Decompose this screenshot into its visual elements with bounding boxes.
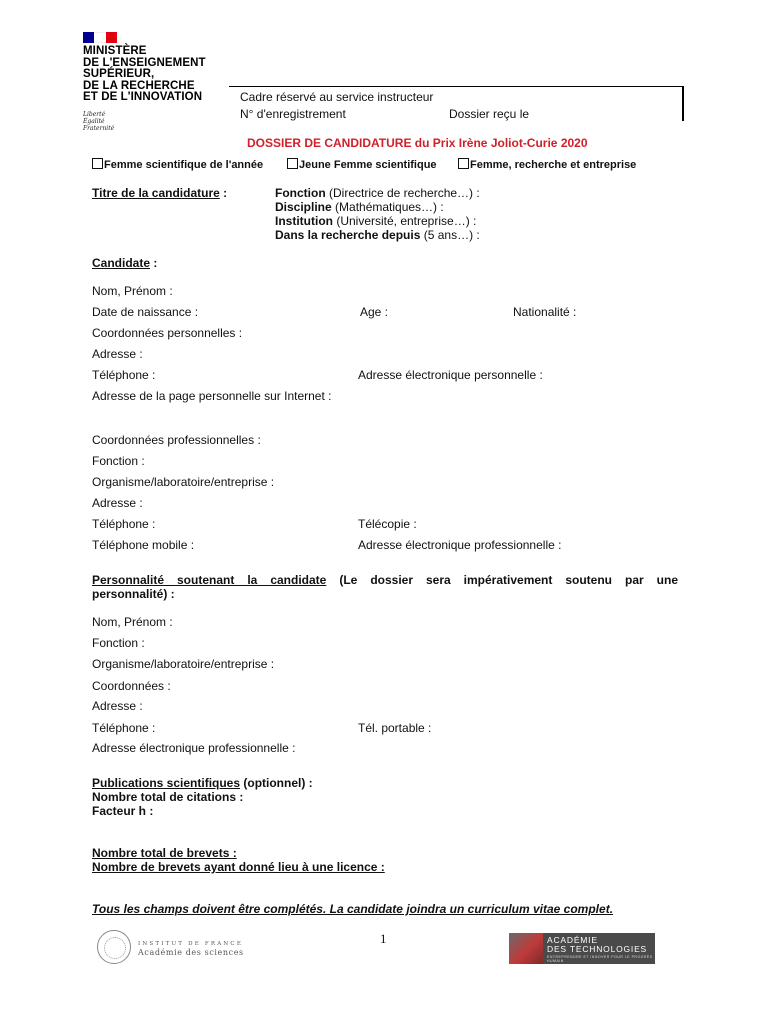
field-nationalite[interactable]: Nationalité : [513, 305, 577, 319]
field-recherche-depuis[interactable] [275, 228, 480, 242]
field-pers-telephone[interactable]: Téléphone : [92, 721, 156, 735]
field-pers-nom[interactable]: Nom, Prénom : [92, 615, 173, 629]
checkbox-icon[interactable] [287, 158, 298, 169]
flag-blue [83, 32, 94, 43]
adt-tagline: ENTREPRENDRE ET INNOVER POUR LE PROGRÈS HUMAIN [547, 955, 653, 963]
field-fonction-pro[interactable]: Fonction : [92, 454, 145, 468]
category-label: Femme scientifique de l'année [104, 159, 264, 171]
heading-colon: : [150, 256, 158, 270]
personnalite-label: Personnalité soutenant la candidate [92, 573, 327, 587]
ministry-line: SUPÉRIEUR, [83, 68, 155, 80]
ministry-line: MINISTÈRE [83, 45, 147, 57]
ministry-line: DE LA RECHERCHE [83, 79, 195, 92]
coord-perso-label: Coordonnées personnelles : [92, 326, 243, 340]
motto-line: Liberté [83, 111, 106, 118]
academie-technologies-logo [509, 933, 655, 964]
field-hint: (Université, entreprise…) : [332, 214, 477, 228]
adt-title [547, 936, 647, 954]
titre-candidature-heading [92, 186, 227, 200]
field-label: Dans la recherche depuis [275, 228, 421, 242]
field-email-pro[interactable]: Adresse électronique professionnelle : [358, 538, 562, 552]
ministry-line: ET DE L'INNOVATION [83, 91, 203, 103]
document-title: DOSSIER DE CANDIDATURE du Prix Irène Joliot-Curie 2020 [247, 136, 588, 150]
field-pers-fonction[interactable]: Fonction : [92, 636, 145, 650]
candidate-label: Candidate [92, 256, 151, 270]
field-fonction[interactable] [275, 186, 480, 200]
field-date-naissance[interactable]: Date de naissance : [92, 305, 199, 319]
field-adresse[interactable]: Adresse : [92, 347, 143, 361]
field-mobile[interactable]: Téléphone mobile : [92, 538, 195, 552]
institut-de-france-logo [138, 941, 244, 957]
institut-seal-icon [97, 930, 131, 964]
category-option[interactable] [287, 158, 437, 171]
institut-line: INSTITUT DE FRANCE [138, 941, 244, 947]
ministry-name [83, 46, 206, 104]
coord-pro-label: Coordonnées professionnelles : [92, 433, 261, 447]
field-adresse-pro[interactable]: Adresse : [92, 496, 143, 510]
field-telephone-pro[interactable]: Téléphone : [92, 517, 156, 531]
heading-colon: : [219, 186, 228, 200]
field-label: Discipline [275, 200, 332, 214]
handshake-icon [509, 933, 543, 964]
flag-white [94, 32, 105, 43]
flag-red [106, 32, 117, 43]
field-nom-prenom[interactable]: Nom, Prénom : [92, 284, 173, 298]
field-email-perso[interactable]: Adresse électronique personnelle : [358, 368, 543, 382]
field-page-perso[interactable]: Adresse de la page personnelle sur Internet : [92, 389, 332, 403]
field-brevets-total[interactable]: Nombre total de brevets : [92, 846, 237, 860]
motto-line: Fraternité [83, 125, 115, 132]
institut-line: Académie des sciences [138, 948, 244, 957]
registration-number-label: N° d'enregistrement [240, 107, 346, 121]
field-label: Fonction [275, 186, 326, 200]
personnalite-heading [92, 573, 678, 587]
field-label: Institution [275, 214, 333, 228]
personnalite-note: (Le dossier sera impérativement soutenu par une [326, 573, 678, 587]
field-hint: (Directrice de recherche…) : [325, 186, 480, 200]
adt-line: ACADÉMIE [547, 935, 598, 945]
french-flag-logo [83, 32, 117, 43]
titre-candidature-label: Titre de la candidature [92, 186, 220, 200]
field-pers-adresse[interactable]: Adresse : [92, 699, 143, 713]
field-discipline[interactable] [275, 200, 444, 214]
reserved-label: Cadre réservé au service instructeur [240, 90, 434, 104]
field-telephone[interactable]: Téléphone : [92, 368, 156, 382]
republic-motto [83, 111, 114, 132]
page-number: 1 [380, 931, 387, 946]
field-organisme[interactable]: Organisme/laboratoire/entreprise : [92, 475, 275, 489]
field-age[interactable]: Age : [360, 305, 389, 319]
category-option[interactable] [458, 158, 636, 171]
field-hint: (5 ans…) : [420, 228, 480, 242]
field-pers-email[interactable]: Adresse électronique professionnelle : [92, 741, 296, 755]
field-telecopie[interactable]: Télécopie : [358, 517, 417, 531]
checkbox-icon[interactable] [92, 158, 103, 169]
field-facteur-h[interactable]: Facteur h : [92, 804, 154, 818]
category-label: Jeune Femme scientifique [299, 159, 437, 171]
field-hint: (Mathématiques…) : [331, 200, 444, 214]
field-institution[interactable] [275, 214, 476, 228]
publications-label: Publications scientifiques [92, 776, 241, 790]
category-option[interactable] [92, 158, 263, 171]
field-citations[interactable]: Nombre total de citations : [92, 790, 244, 804]
field-pers-coordonnees[interactable]: Coordonnées : [92, 679, 171, 693]
checkbox-icon[interactable] [458, 158, 469, 169]
publications-optional: (optionnel) : [240, 776, 313, 790]
candidate-heading [92, 256, 157, 270]
field-pers-organisme[interactable]: Organisme/laboratoire/entreprise : [92, 657, 275, 671]
motto-line: Égalité [83, 118, 105, 125]
ministry-line: DE L'ENSEIGNEMENT [83, 56, 206, 69]
publications-heading [92, 776, 313, 790]
reserved-box [229, 86, 684, 121]
footer-note: Tous les champs doivent être complétés. La candidate joindra un curriculum vitae complet. [92, 902, 614, 916]
field-brevets-licence[interactable]: Nombre de brevets ayant donné lieu à une licence : [92, 860, 385, 874]
adt-line: DES TECHNOLOGIES [547, 944, 648, 954]
category-label: Femme, recherche et entreprise [470, 159, 637, 171]
received-date-label: Dossier reçu le [449, 107, 530, 121]
personnalite-note-cont: personnalité) : [92, 587, 175, 601]
field-pers-portable[interactable]: Tél. portable : [358, 721, 432, 735]
